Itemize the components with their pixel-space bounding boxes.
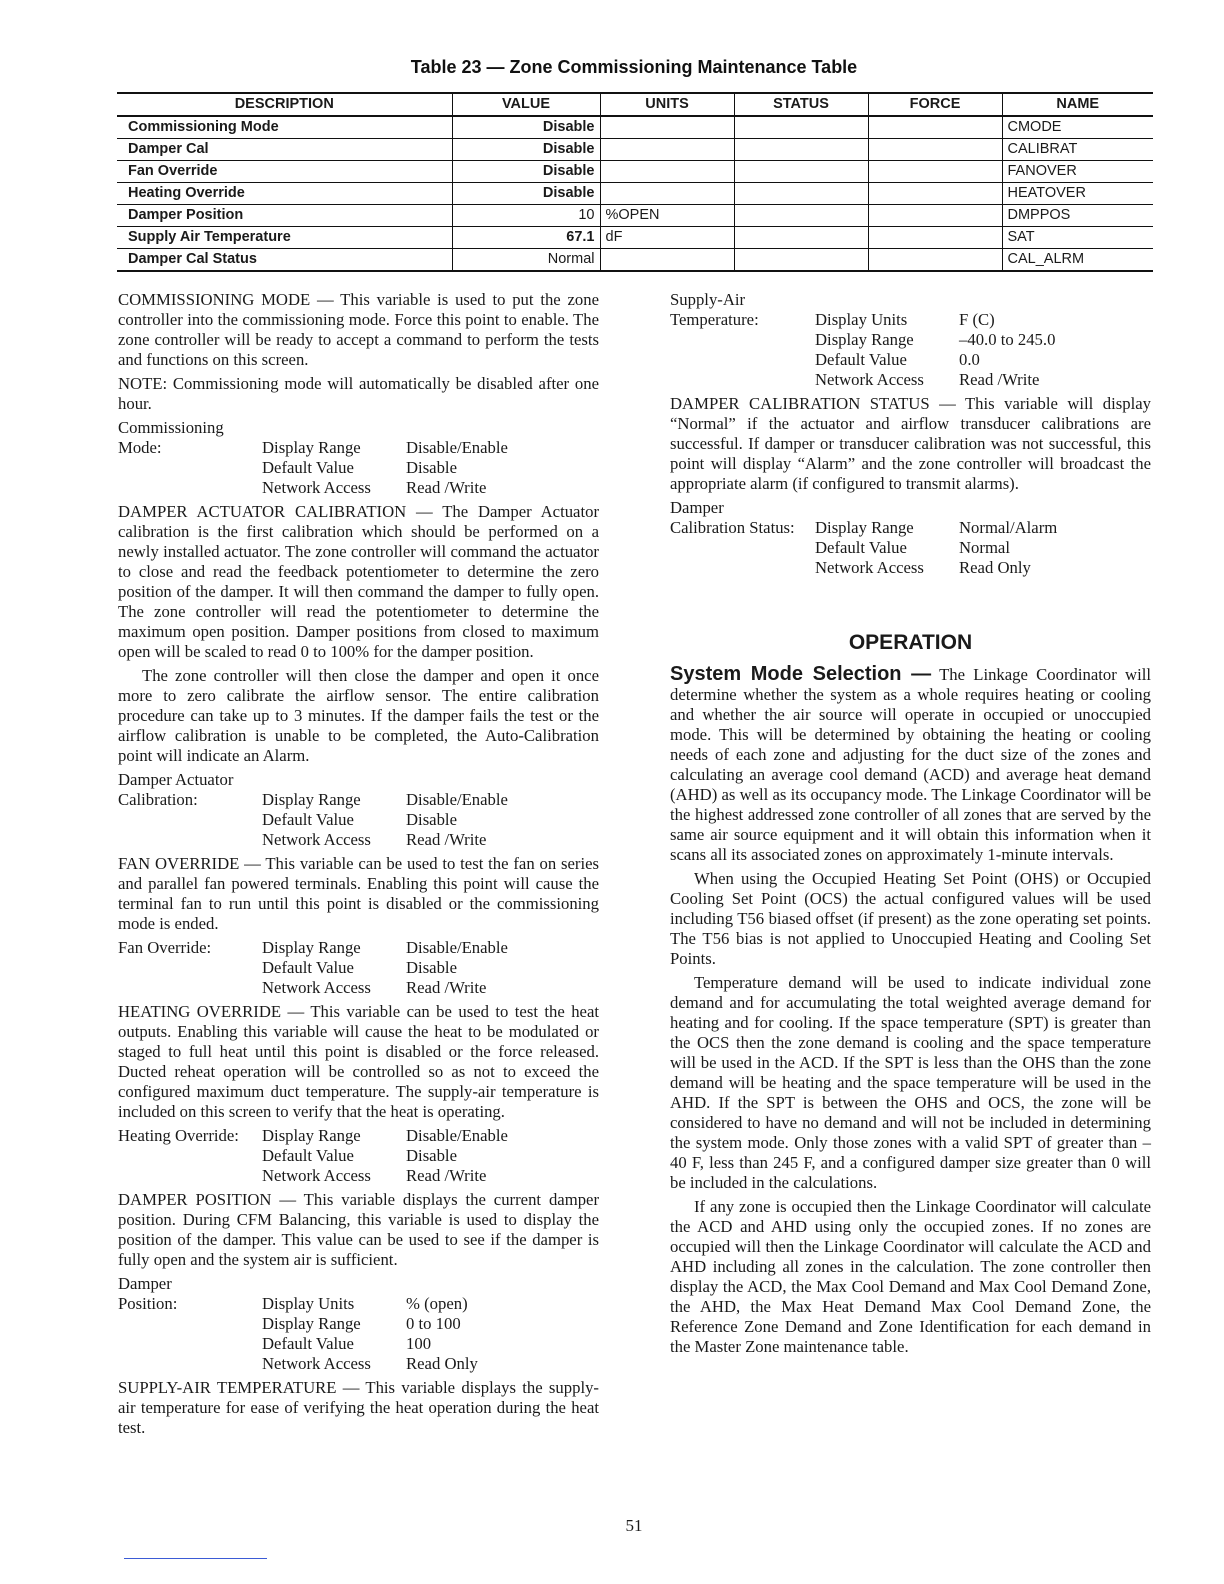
damper-calibration-status-paragraph: DAMPER CALIBRATION STATUS — This variable will display “Normal” if the actuator and airflow transducer calibrations are successful. If damper or transducer calibration was not successful, this point will display “Alarm” and the zone controller will broadcast the appropriate alarm (if configured to transmit alarms). — [670, 394, 1151, 493]
cell-description: Heating Override — [117, 183, 452, 205]
right-column — [670, 290, 1151, 1361]
spec-label: Fan Override: — [118, 938, 212, 957]
spec-key: Display Range — [262, 1314, 361, 1333]
spec-label: Supply-Air — [670, 290, 746, 309]
spec-key: Network Access — [262, 978, 371, 997]
spec-key: Display Range — [815, 518, 914, 537]
spec-key: Display Range — [262, 438, 361, 457]
cell-force — [868, 183, 1002, 205]
table-row — [117, 249, 1153, 272]
spec-value: 0.0 — [959, 350, 980, 369]
cell-name: HEATOVER — [1002, 183, 1153, 205]
cell-name: CAL_ALRM — [1002, 249, 1153, 272]
cell-status — [734, 227, 868, 249]
cell-units — [600, 139, 734, 161]
cell-force — [868, 116, 1002, 139]
spec-value: Disable — [406, 810, 457, 829]
supply-air-temperature-spec — [670, 290, 1151, 390]
spec-value: Read /Write — [406, 478, 487, 497]
spec-key: Display Range — [815, 330, 914, 349]
spec-label: Calibration: — [118, 790, 198, 809]
spec-key: Default Value — [262, 458, 354, 477]
spec-label: Damper — [670, 498, 724, 517]
cell-force — [868, 205, 1002, 227]
cell-units — [600, 161, 734, 183]
cell-value: Disable — [452, 183, 600, 205]
spec-key: Network Access — [262, 478, 371, 497]
spec-key: Display Units — [262, 1294, 355, 1313]
spec-value: Read /Write — [959, 370, 1040, 389]
table-title: Table 23 — Zone Commissioning Maintenance Table — [410, 57, 858, 77]
cell-force — [868, 161, 1002, 183]
spec-value: Disable — [406, 958, 457, 977]
spec-label: Calibration Status: — [670, 518, 795, 537]
spec-value: Read /Write — [406, 1166, 487, 1185]
system-mode-paragraph-2: When using the Occupied Heating Set Point (OHS) or Occupied Cooling Set Point (OCS) the actual configured values will be used including T56 biased offset (if present) as the zone operating set points. The T56 bias is not applied to Unoccupied Heating and Cooling Set Points. — [670, 869, 1151, 968]
cell-value: Disable — [452, 116, 600, 139]
spec-value: 100 — [406, 1334, 432, 1353]
cell-name: DMPPOS — [1002, 205, 1153, 227]
cell-units: dF — [600, 227, 734, 249]
spec-key: Display Range — [262, 938, 361, 957]
cell-status — [734, 183, 868, 205]
footer-link-line — [124, 1558, 267, 1559]
header-description: DESCRIPTION — [117, 93, 452, 116]
maintenance-table — [117, 92, 1153, 272]
cell-name: CALIBRAT — [1002, 139, 1153, 161]
commissioning-note: NOTE: Commissioning mode will automatically be disabled after one hour. — [118, 374, 599, 413]
damper-calibration-paragraph-2: The zone controller will then close the damper and open it once more to zero calibrate the airflow sensor. The entire calibration procedure can take up to 3 minutes. If the damper fails the test or the airflow calibration is unable to be completed, the Auto-Calibration point will indicate an Alarm. — [118, 666, 599, 765]
spec-key: Network Access — [815, 558, 924, 577]
spec-value: Disable/Enable — [406, 1126, 508, 1145]
header-force: FORCE — [868, 93, 1002, 116]
spec-key: Network Access — [262, 830, 371, 849]
cell-value: Disable — [452, 139, 600, 161]
table-row — [117, 205, 1153, 227]
cell-description: Commissioning Mode — [117, 116, 452, 139]
spec-value: 0 to 100 — [406, 1314, 461, 1333]
header-units: UNITS — [600, 93, 734, 116]
spec-value: F (C) — [959, 310, 995, 329]
cell-value: Normal — [452, 249, 600, 272]
cell-status — [734, 139, 868, 161]
damper-position-paragraph: DAMPER POSITION — This variable displays the current damper position. During CFM Balancing, this variable is used to display the position of the damper. This value can be used to see if the damper is fully open and the system air is sufficient. — [118, 1190, 599, 1269]
spec-value: Normal — [959, 538, 1010, 557]
cell-force — [868, 227, 1002, 249]
cell-name: SAT — [1002, 227, 1153, 249]
cell-units — [600, 116, 734, 139]
system-mode-heading: System Mode Selection — — [670, 663, 932, 685]
page-number: 51 — [625, 1516, 643, 1535]
commissioning-mode-paragraph: COMMISSIONING MODE — This variable is used to put the zone controller into the commissioning mode. Force this point to enable. The zone controller will be ready to accept a command to perform the tests and functions on this screen. — [118, 290, 599, 369]
cell-description: Damper Position — [117, 205, 452, 227]
cell-force — [868, 139, 1002, 161]
fan-override-paragraph: FAN OVERRIDE — This variable can be used to test the fan on series and parallel fan powered terminals. Enabling this point will cause the terminal fan to run until this point is disabled or the commissioning mode is ended. — [118, 854, 599, 933]
cell-force — [868, 249, 1002, 272]
table-row — [117, 227, 1153, 249]
spec-value: Disable — [406, 1146, 457, 1165]
cell-description: Damper Cal Status — [117, 249, 452, 272]
spec-value: Disable — [406, 458, 457, 477]
spec-value: Disable/Enable — [406, 438, 508, 457]
damper-position-spec — [118, 1274, 599, 1374]
cell-status — [734, 205, 868, 227]
cell-description: Fan Override — [117, 161, 452, 183]
system-mode-paragraph — [670, 664, 1151, 865]
heating-override-spec — [118, 1126, 599, 1186]
spec-key: Default Value — [262, 1334, 354, 1353]
spec-key: Network Access — [262, 1354, 371, 1373]
fan-override-spec — [118, 938, 599, 998]
spec-label: Commissioning — [118, 418, 224, 437]
spec-label: Mode: — [118, 438, 162, 457]
cell-name: CMODE — [1002, 116, 1153, 139]
spec-key: Display Range — [262, 1126, 361, 1145]
spec-key: Default Value — [262, 810, 354, 829]
damper-calibration-status-spec — [670, 498, 1151, 578]
spec-value: Disable/Enable — [406, 938, 508, 957]
spec-key: Display Range — [262, 790, 361, 809]
damper-calibration-spec — [118, 770, 599, 850]
cell-value: 10 — [452, 205, 600, 227]
cell-value: 67.1 — [452, 227, 600, 249]
spec-value: Read Only — [406, 1354, 478, 1373]
header-status: STATUS — [734, 93, 868, 116]
table-row — [117, 161, 1153, 183]
spec-value: Read /Write — [406, 978, 487, 997]
spec-key: Display Units — [815, 310, 908, 329]
system-mode-paragraph-4: If any zone is occupied then the Linkage Coordinator will calculate the ACD and AHD using only the occupied zones. If no zones are occupied will then the Linkage Coordinator will calculate the ACD and AHD including all zones in the calculation. The zone controller then display the ACD, the Max Cool Demand and Max Cool Demand Zone, the AHD, the Max Heat Demand Max Cool Demand Zone, the Reference Zone Demand and Zone Identification for each demand in the Master Zone maintenance table. — [670, 1197, 1151, 1356]
spec-value: Read Only — [959, 558, 1031, 577]
cell-status — [734, 249, 868, 272]
header-name: NAME — [1002, 93, 1153, 116]
spec-key: Default Value — [262, 1146, 354, 1165]
spec-key: Default Value — [815, 350, 907, 369]
header-value: VALUE — [452, 93, 600, 116]
cell-units — [600, 249, 734, 272]
left-column — [118, 290, 599, 1442]
spec-value: –40.0 to 245.0 — [959, 330, 1056, 349]
table-row — [117, 183, 1153, 205]
cell-description: Supply Air Temperature — [117, 227, 452, 249]
spec-label: Temperature: — [670, 310, 759, 329]
damper-calibration-paragraph: DAMPER ACTUATOR CALIBRATION — The Damper Actuator calibration is the first calibration which should be performed on a newly installed actuator. The zone controller will command the actuator to close and read the feedback potentiometer to determine the zero position of the damper. It will then command the damper to fully open. The zone controller will read the potentiometer to determine the maximum open position. Damper positions from closed to maximum open will be scaled to read 0 to 100% for the damper position. — [118, 502, 599, 661]
table-header-row — [117, 93, 1153, 116]
spec-label: Position: — [118, 1294, 178, 1313]
cell-status — [734, 116, 868, 139]
spec-value: Disable/Enable — [406, 790, 508, 809]
spec-label: Heating Override: — [118, 1126, 239, 1145]
cell-name: FANOVER — [1002, 161, 1153, 183]
supply-air-temperature-paragraph: SUPPLY-AIR TEMPERATURE — This variable displays the supply-air temperature for ease of verifying the heat operation during the heat test. — [118, 1378, 599, 1437]
spec-key: Network Access — [815, 370, 924, 389]
cell-status — [734, 161, 868, 183]
spec-value: Normal/Alarm — [959, 518, 1058, 537]
spec-key: Default Value — [815, 538, 907, 557]
system-mode-paragraph-3: Temperature demand will be used to indicate individual zone demand and for accumulating the total weighted average demand for heating and for cooling. If the space temperature (SPT) is greater than the OCS then the zone demand is cooling and the space temperature will be used in the ACD. If the SPT is less than the OHS than the zone demand will be heating and the space temperature will be used in the AHD. If the SPT is between the OHS and OCS, the zone will be considered to have no demand and will not be included in determining the system mode. Only those zones with a valid SPT of greater than –40 F, less than 245 F, and a configured damper size greater than 0 will be included in the calculations. — [670, 973, 1151, 1192]
operation-heading: OPERATION — [848, 631, 973, 654]
spec-label: Damper — [118, 1274, 172, 1293]
spec-key: Default Value — [262, 958, 354, 977]
spec-value: % (open) — [406, 1294, 468, 1313]
spec-value: Read /Write — [406, 830, 487, 849]
table-row — [117, 139, 1153, 161]
cell-value: Disable — [452, 161, 600, 183]
heating-override-paragraph: HEATING OVERRIDE — This variable can be used to test the heat outputs. Enabling this variable will cause the heat to be modulated or staged to full heat until this point is disabled or the force released. Ducted reheat operation will be controlled so as not to exceed the configured maximum duct temperature. The supply-air temperature is included on this screen to verify that the heat is operating. — [118, 1002, 599, 1121]
commissioning-mode-spec — [118, 418, 599, 498]
system-mode-text: The Linkage Coordinator will determine whether the system as a whole requires heating or cooling and whether the air source will operate in occupied or unoccupied mode. This will be determined by obtaining the heating or cooling needs of each zone and adjusting for the duct size of the zones and calculating an average cool demand (ACD) and average heat demand (AHD) as well as its occupancy mode. The Linkage Coordinator will be the highest addressed zone controller of all zones that are served by the same air source equipment and it will obtain this information when it scans all its associated zones on approximately 1-minute intervals. — [670, 665, 1151, 864]
cell-description: Damper Cal — [117, 139, 452, 161]
table-row — [117, 116, 1153, 139]
cell-units: %OPEN — [600, 205, 734, 227]
cell-units — [600, 183, 734, 205]
spec-key: Network Access — [262, 1166, 371, 1185]
spec-label: Damper Actuator — [118, 770, 234, 789]
